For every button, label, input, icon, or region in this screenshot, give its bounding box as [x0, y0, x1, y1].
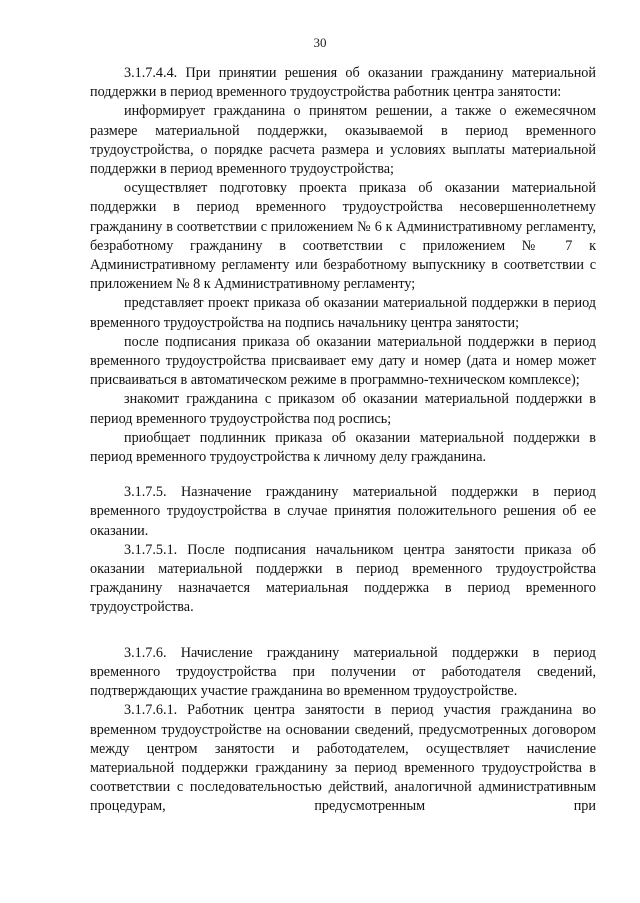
paragraph-3-1-7-6-1: 3.1.7.6.1. Работник центра занятости в период участия гражданина во временном трудоустройстве на основании сведений, предусмотренных договором между центром занятости и работодателем, осуществляет начисление материальной поддержки гражданину за период временного трудоустройства в соответствии с последовательностью действий, аналогичной административным процедурам, предусмотренным при	[90, 702, 596, 815]
paragraph-3-1-7-5-1: 3.1.7.5.1. После подписания начальником центра занятости приказа об оказании материальной поддержки в период временного трудоустройства гражданину назначается материальная поддержка в период временного трудоустройства.	[90, 541, 596, 616]
paragraph-assign-date-number: после подписания приказа об оказании материальной поддержки в период временного трудоустройства присваивает ему дату и номер (дата и номер может присваиваться в автоматическом режиме в программно-техническом комплексе);	[90, 333, 596, 389]
paragraph-3-1-7-5: 3.1.7.5. Назначение гражданину материальной поддержки в период временного трудоустройства в случае принятия положительного решения об ее оказании.	[90, 484, 596, 539]
paragraph-attach-original: приобщает подлинник приказа об оказании материальной поддержки в период временного трудоустройства к личному делу гражданина.	[90, 429, 596, 466]
paragraph-inform-citizen: информирует гражданина о принятом решении, а также о ежемесячном размере материальной поддержки, оказываемой в период временного трудоустройства, о порядке расчета размера и условиях выплаты материальной поддержки в период временного трудоустройства;	[90, 103, 596, 178]
page-number: 30	[313, 35, 327, 50]
paragraph-prepare-order-draft: осуществляет подготовку проекта приказа об оказании материальной поддержки в период временного трудоустройства несовершеннолетнему гражданину в соответствии с приложением № 6 к Административному регламенту, безработному гражданину в соответствии с приложением № 7 к Административному регламенту или безработному выпускнику в соответствии с приложением № 8 к Административному регламенту;	[90, 180, 596, 293]
document-body	[90, 64, 596, 817]
paragraph-3-1-7-4-4: 3.1.7.4.4. При принятии решения об оказании гражданину материальной поддержки в период временного трудоустройства работник центра занятости:	[90, 65, 596, 101]
paragraph-submit-draft-for-signature: представляет проект приказа об оказании материальной поддержки в период временного трудоустройства на подпись начальнику центра занятости;	[90, 295, 596, 331]
paragraph-3-1-7-6: 3.1.7.6. Начисление гражданину материальной поддержки в период временного трудоустройства при получении от работодателя сведений, подтверждающих участие гражданина во временном трудоустройстве.	[90, 644, 596, 700]
paragraph-acquaint-citizen: знакомит гражданина с приказом об оказании материальной поддержки в период временного трудоустройства под роспись;	[90, 391, 596, 427]
